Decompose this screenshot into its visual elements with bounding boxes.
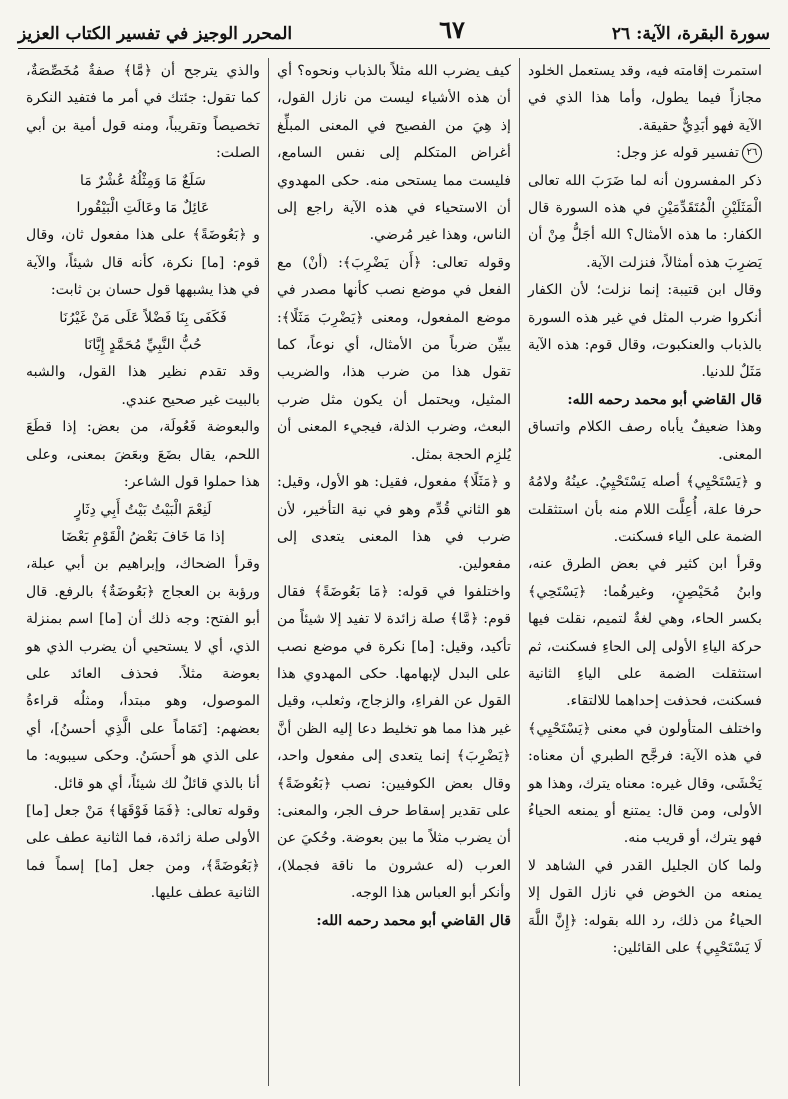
paragraph: وقرأ ابن كثير في بعض الطرق عنه، وابنُ مُحَيْصِنٍ، وغيرهُما: ﴿يَسْتَحِي﴾ بكسر الحاء، وهي لغةٌ لتميم، نقلت فيها حركة الياءِ الأولى إلى الحاءِ فسكنت، ثم استثقلت الضمة على الياءِ الثانية فسكنت، فحذفت إحداهما للالتقاء.: [528, 556, 762, 710]
column-left: [18, 58, 269, 1086]
author-note-heading: قال القاضي أبو محمد رحمه الله:: [567, 391, 762, 408]
poetry-line: سَلَعٌ مَا وَمِثْلُهُ عُشْرٌ مَا: [79, 172, 206, 189]
paragraph: والبعوضة فَعُولَة، من بعض: إذا قطَعَ اللحم، يقال بضَعَ وبعَضَ بمعنى، وعلى هذا حملوا قول الشاعر:: [26, 419, 260, 491]
paragraph: و ﴿مَثَلًا﴾ مفعول، فقيل: هو الأول، وقيل: هو الثاني قُدِّم وهو في نية التأخير، لأن ضرب في هذا المعنى يتعدى إلى مفعولين.: [277, 474, 511, 573]
paragraph: والذي يترجح أن ﴿مَّا﴾ صفةٌ مُخَصِّصَةٌ، كما تقول: جئتك في أمر ما فتفيد النكرة تخصيصاً وتقريباً، ومنه قول أمية بن أبي الصلت:: [26, 63, 260, 162]
paragraph: و ﴿يَسْتَحْيِي﴾ أصله يَسْتَحْيِيُ. عينُهُ ولامُهُ حرفا علة، أُعِلَّت اللام منه بأن استثقلت الضمة على الياء فسكنت.: [528, 474, 762, 545]
paragraph: كيف يضرب الله مثلاً بالذباب ونحوه؟ أي أن هذه الأشياء ليست من نازل القول، إذ هِيَ من الفصيح في المعنى المبلِّغ أغراض المتكلم إلى نفس السامع، فليست مما يستحى منه. حكى المهدوي أن الاستحياء في هذه الآية راجع إلى الناس، وهذا غير مُرضي.: [277, 63, 511, 244]
page: [18, 14, 770, 1086]
book-title: المحرر الوجيز في تفسير الكتاب العزيز: [18, 24, 293, 44]
paragraph: واختلف المتأولون في معنى ﴿يَسْتَحْيِي﴾ في هذه الآية: فرجَّح الطبري أن معناه: يَخْشَى، وقال غيره: معناه يترك، وهذا هو الأولى، ومن قال: يمتنع أو يمنعه الحياءُ فهو يترك، أو قريب منه.: [528, 720, 762, 847]
page-number: ٦٧: [439, 15, 465, 44]
paragraph: وقوله تعالى: ﴿فَمَا فَوْقَهَا﴾ مَنْ جعل [ما] الأولى صلة زائدة، فما الثانية عطف على ﴿بَعُوضَةً﴾، ومن جعل [ما] إسماً فما الثانية عطف عليها.: [26, 802, 260, 902]
running-header: [18, 14, 770, 44]
poetry-line: لَنِعْمَ الْبَيْتُ بَيْتُ أَبِي دِثَارٍ: [74, 501, 212, 518]
paragraph: ٢٦تفسير قوله عز وجل:: [528, 140, 762, 167]
paragraph: وقد تقدم نظير هذا القول، والشبه بالبيت غير صحيح عندي.: [26, 364, 260, 408]
paragraph: ذكر المفسرون أنه لما ضَرَبَ الله تعالى الْمَثَلَيْنِ الْمُتَقَدِّمَيْنِ في هذه السورة قال الكفار: ما هذه الأمثال؟ الله أجَلُّ مِنْ أن يَضرِبَ هذه أمثالاً، فنزلت الآية.: [528, 172, 762, 271]
poetry-line: عَائِلٌ مَا وعَالَتِ الْبَيْقُورا: [76, 200, 210, 217]
surah-reference: سورة البقرة، الآية: ٢٦: [611, 24, 770, 44]
paragraph: واختلفوا في قوله: ﴿مَا بَعُوضَةً﴾ فقال قوم: ﴿مَّا﴾ صلة زائدة لا تفيد إلا شيئاً من تأكيد، وقيل: [ما] نكرة في موضع نصب على البدل لإبهامها. حكى المهدوي هذا القول عن الفراءِ، والزجاج، وثعلب، وقيل غير هذا مما هو تخليط دعا إليه الظن أنَّ ﴿يَضْرِبَ﴾ إنما يتعدى إلى مفعول واحد، وقال بعض الكوفيين: نصب ﴿بَعُوضَةً﴾ على تقدير إسقاط حرف الجر، والمعنى: أن يضرب مثلاً ما بين بعوضة. وحُكيَ عن العرب (له عشرون ما ناقة فجملا)، وأنكر أبو العباس هذا الوجه.: [277, 583, 511, 902]
ayah-number-icon: ٢٦: [742, 143, 762, 163]
paragraph: و ﴿بَعُوضَةً﴾ على هذا مفعول ثان، وقال قوم: [ما] نكرة، كأنه قال شيئاً، والآية في هذا يشبهها قول حسان بن ثابت:: [26, 227, 260, 299]
text-columns: [18, 58, 770, 1086]
paragraph: ولما كان الجليل القدر في الشاهد لا يمنعه من الخوض في نازل القول إلا الحياءُ من ذلك، رد الله بقوله: ﴿إِنَّ اللَّهَ لَا يَسْتَحْيِي﴾ على القائلين:: [528, 857, 762, 956]
poetry-line: فَكَفَى بِنَا فَضْلاً عَلَى مَنْ غَيْرُنَا: [59, 309, 227, 326]
paragraph: وقرأ الضحاك، وإبراهيم بن أبي عبلة، ورؤبة بن العجاج ﴿بَعُوضَةٌ﴾ بالرفع. قال أبو الفتح: وجه ذلك أن [ما] اسم بمنزلة الذي، أي لا يستحيي أن يضرب الذي هو بعوضة مثلاً. فحذف العائد على الموصول، وهو مبتدأ، ومثلُه قراءةُ بعضهم: [تَمَاماً على الَّذِي أحسنُ]، أي على الذي هو أَحسَنُ. وحكى سيبويه: ما أنا بالذي قائلٌ لك شيئاً، أي هو قائل.: [26, 556, 260, 792]
paragraph: وهذا ضعيفٌ يأباه رصف الكلام واتساق المعنى.: [528, 419, 762, 463]
author-note-heading: قال القاضي أبو محمد رحمه الله:: [316, 912, 511, 929]
column-middle: [269, 58, 520, 1086]
paragraph: وقال ابن قتيبة: إنما نزلت؛ لأن الكفار أنكروا ضرب المثل في غير هذه السورة بالذباب والعنكبوت، وقال قوم: هذه الآية مَثَلٌ للدنيا.: [528, 282, 762, 381]
poetry-line: حُبُّ النَّبِيِّ مُحَمَّدٍ إِيَّانَا: [84, 337, 202, 354]
paragraph: وقوله تعالى: ﴿أَن يَضْرِبَ﴾: (أنْ) مع الفعل في موضع نصب كأنها مصدر في موضع المفعول، ومعنى ﴿يَضْرِبَ مَثَلًا﴾: يبيِّن ضرباً من الأمثال، أي نوعاً، كما تقول هذا من ضرب هذا، والضريب المثيل، ويحتمل أن يكون مثل ضرب البعث، وضرب الذلة، فيجيء المعنى أن يُلزِم الحجة بمثل.: [277, 254, 511, 463]
column-right: [520, 58, 770, 1086]
paragraph: استمرت إقامته فيه، وقد يستعمل الخلود مجازاً فيما يطول، وأما هذا الذي في الآية فهو أبَدِيٌّ حقيقة.: [528, 63, 762, 134]
header-divider: [18, 48, 770, 49]
poetry-line: إذا مَا خَافَ بَعْضُ الْقَوْمِ بَعْضَا: [61, 528, 225, 545]
